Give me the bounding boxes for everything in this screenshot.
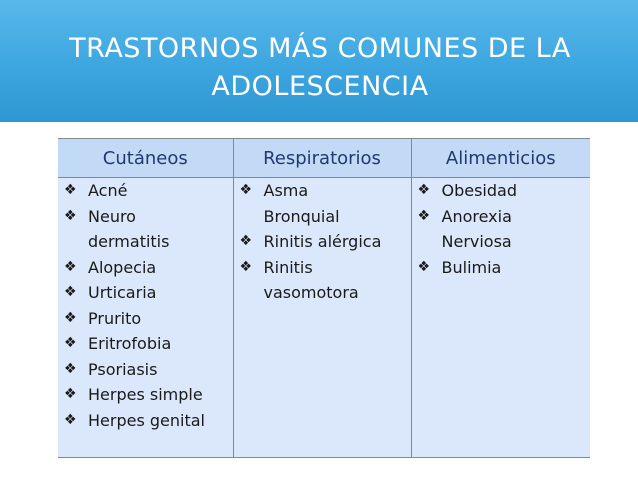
- body-row: [58, 178, 590, 458]
- list-item-text: Prurito: [88, 308, 142, 328]
- list-item: [64, 204, 233, 255]
- list-item-text: Urticaria: [88, 283, 157, 302]
- diamond-bullet-icon: ❖: [239, 258, 253, 275]
- list-item-text: Asma: [263, 181, 309, 200]
- list-item-text: Alopecia: [88, 257, 157, 277]
- diamond-bullet-icon: ❖: [417, 182, 431, 198]
- diamond-bullet-icon: ❖: [64, 309, 77, 326]
- diamond-bullet-icon: ❖: [417, 258, 431, 275]
- list-item: [64, 357, 233, 383]
- list-item-text: Acné: [88, 181, 128, 200]
- title-line-2: ADOLESCENCIA: [211, 71, 429, 102]
- diamond-bullet-icon: ❖: [64, 335, 77, 351]
- list-respiratorios: [234, 178, 411, 306]
- header-cutaneos: Cutáneos: [58, 139, 233, 178]
- list-item: [64, 178, 233, 204]
- list-item-text: Neuro: [88, 206, 136, 226]
- list-item-text: dermatitis: [88, 232, 170, 251]
- diamond-bullet-icon: ❖: [64, 360, 77, 377]
- list-item: [64, 331, 233, 357]
- cell-alimenticios: [411, 178, 590, 458]
- list-item-text: Herpes simple: [88, 385, 203, 404]
- list-item: [64, 408, 233, 434]
- diamond-bullet-icon: ❖: [64, 207, 77, 224]
- list-alimenticios: [412, 178, 591, 280]
- header-alimenticios: Alimenticios: [411, 139, 590, 178]
- list-item: [64, 382, 233, 408]
- list-item-text: Eritrofobia: [88, 334, 172, 353]
- list-item: [64, 280, 233, 306]
- list-item: [418, 178, 591, 204]
- list-item-text: Rinitis: [263, 257, 313, 277]
- list-item: [240, 178, 411, 229]
- list-item-text: Rinitis alérgica: [263, 232, 382, 251]
- list-item-text: vasomotora: [263, 283, 359, 302]
- list-item: [240, 229, 411, 255]
- diamond-bullet-icon: ❖: [64, 182, 77, 198]
- cell-respiratorios: [233, 178, 411, 458]
- list-item: [64, 255, 233, 281]
- list-item-text: Nerviosa: [441, 232, 512, 251]
- diamond-bullet-icon: ❖: [64, 258, 77, 275]
- list-item: [64, 306, 233, 332]
- list-item-text: Anorexia: [441, 206, 512, 226]
- slide-title: [10, 30, 630, 106]
- header-row: [58, 139, 590, 178]
- list-item-text: Obesidad: [441, 181, 517, 200]
- list-cutaneos: [58, 178, 233, 433]
- diamond-bullet-icon: ❖: [64, 284, 77, 300]
- diamond-bullet-icon: ❖: [64, 386, 77, 402]
- list-item-text: Bronquial: [263, 206, 340, 226]
- list-item-text: Psoriasis: [88, 359, 158, 379]
- list-item: [240, 255, 411, 306]
- title-line-1: TRASTORNOS MÁS COMUNES DE LA: [69, 33, 571, 64]
- disorders-table: [58, 138, 590, 458]
- diamond-bullet-icon: ❖: [417, 207, 431, 224]
- diamond-bullet-icon: ❖: [239, 182, 253, 198]
- list-item-text: Bulimia: [441, 257, 502, 277]
- diamond-bullet-icon: ❖: [239, 233, 253, 249]
- diamond-bullet-icon: ❖: [64, 411, 77, 428]
- list-item: [418, 255, 591, 281]
- list-item: [418, 204, 591, 255]
- header-respiratorios: Respiratorios: [233, 139, 411, 178]
- list-item-text: Herpes genital: [88, 410, 205, 430]
- cell-cutaneos: [58, 178, 233, 458]
